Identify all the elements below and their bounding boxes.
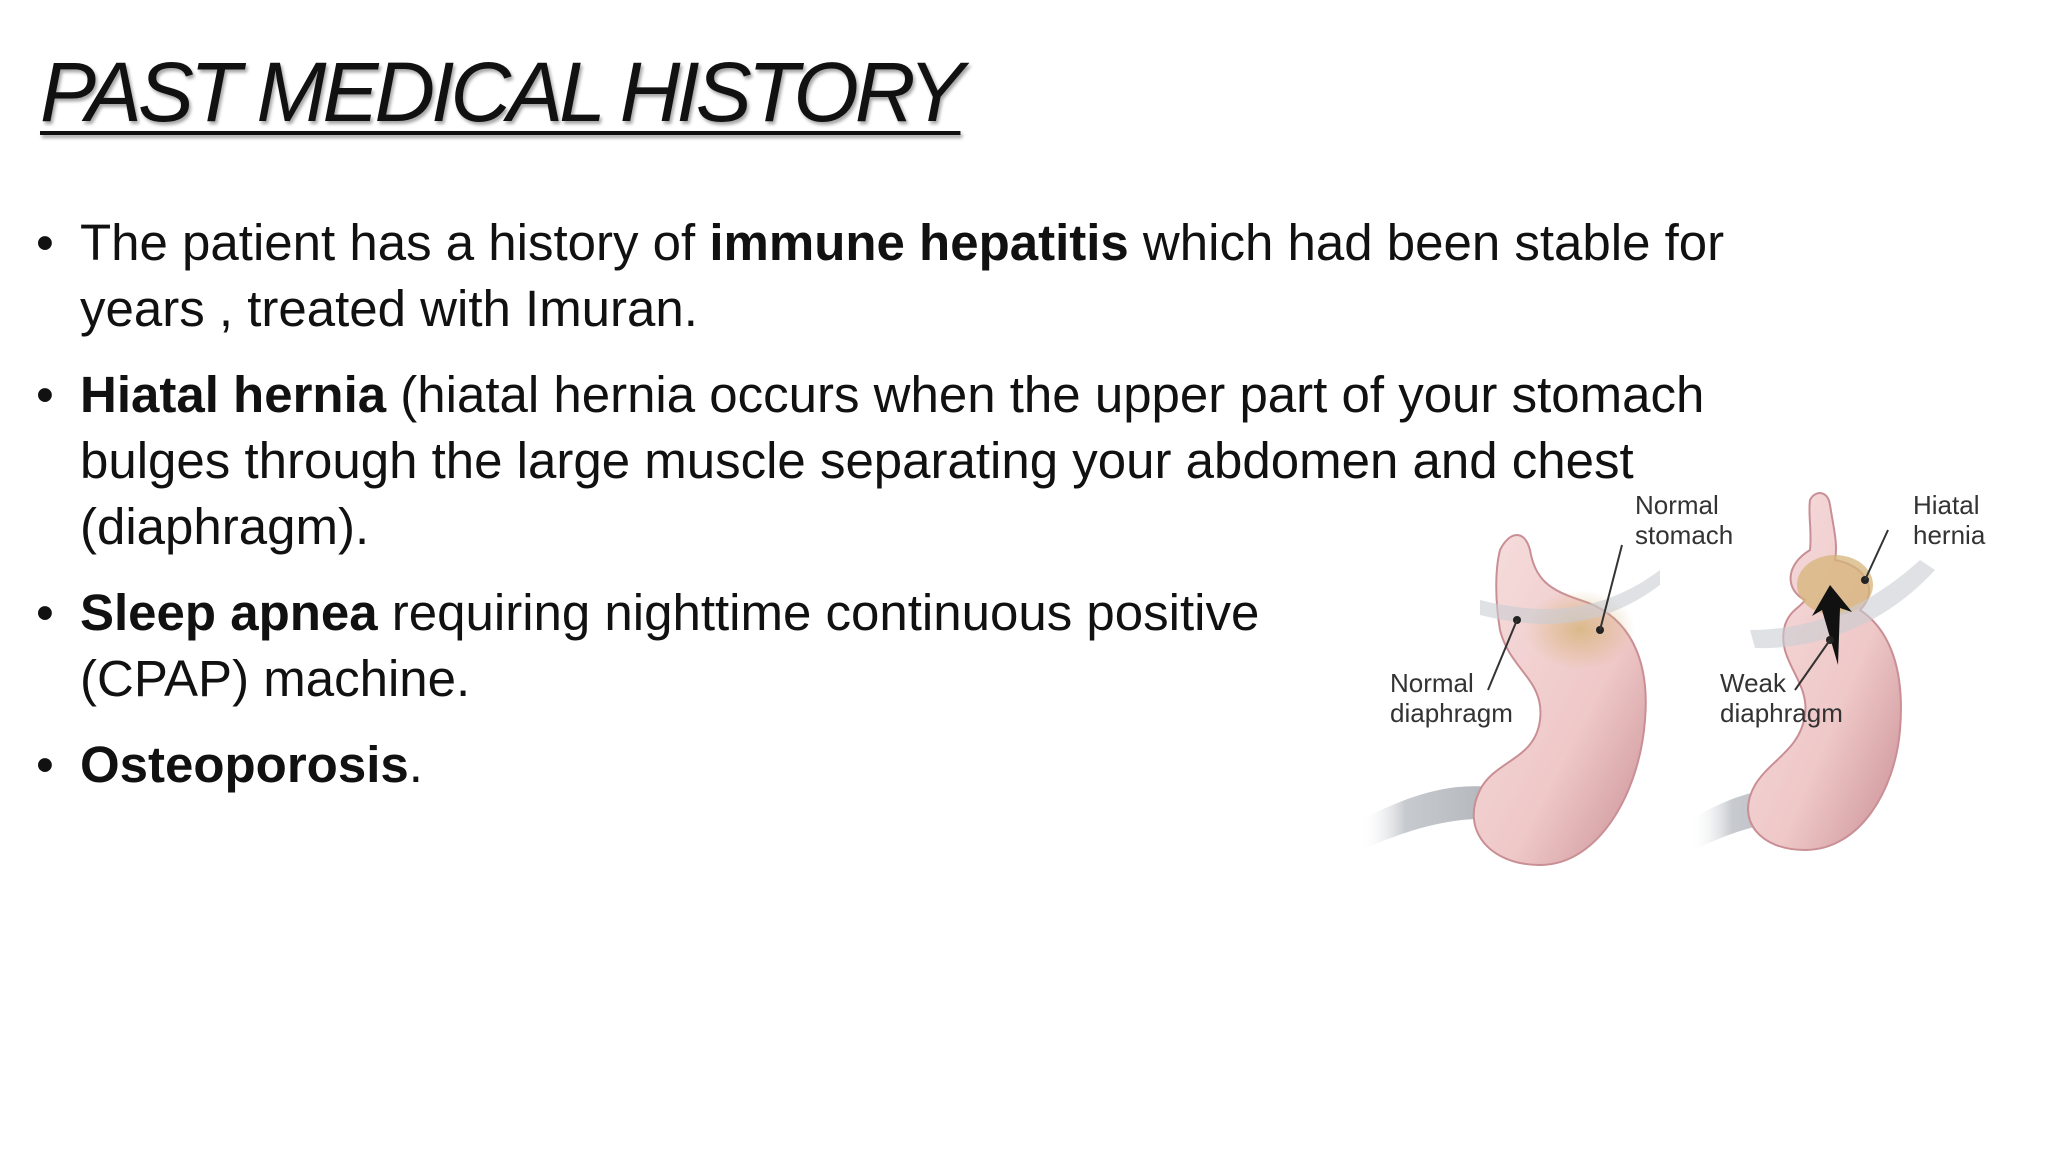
pointer-line (1865, 530, 1888, 580)
label-normal-stomach: Normal (1635, 490, 1719, 520)
label-weak-diaphragm: Weak (1720, 668, 1786, 698)
bullet-bold-term: Sleep apnea (80, 584, 378, 641)
bullet-text: (CPAP) machine. (80, 650, 471, 707)
bullet-text: which had been stable for (1128, 214, 1725, 271)
label-weak-diaphragm: diaphragm (1720, 698, 1843, 728)
bullet-marker: • (36, 214, 54, 271)
bullet-item-immune-hepatitis (36, 210, 1936, 342)
bullet-text: (diaphragm). (80, 498, 370, 555)
hiatal-hernia-illustration (1360, 490, 2020, 870)
slide-title: PAST MEDICAL HISTORY (40, 45, 961, 139)
bullet-text: . (408, 736, 423, 793)
label-normal-diaphragm: diaphragm (1390, 698, 1513, 728)
label-normal-diaphragm: Normal (1390, 668, 1474, 698)
bullet-text: bulges through the large muscle separating your abdomen and chest (80, 432, 1634, 489)
bullet-bold-term: Hiatal hernia (80, 366, 387, 423)
label-hiatal-hernia: hernia (1913, 520, 1986, 550)
bullet-bold-term: Osteoporosis (80, 736, 409, 793)
bullet-bold-term: immune hepatitis (709, 214, 1129, 271)
bullet-text: (hiatal hernia occurs when the upper part of your stomach (386, 366, 1705, 423)
stomach-diagram (1360, 490, 2020, 870)
label-normal-stomach: stomach (1635, 520, 1734, 550)
bullet-marker: • (36, 736, 54, 793)
label-hiatal-hernia: Hiatal (1913, 490, 1980, 520)
bullet-text: requiring nighttime continuous positive (377, 584, 1260, 641)
bullet-marker: • (36, 584, 54, 641)
bullet-marker: • (36, 366, 54, 423)
bullet-text: The patient has a history of (80, 214, 710, 271)
bullet-text: years , treated with Imuran. (80, 280, 698, 337)
